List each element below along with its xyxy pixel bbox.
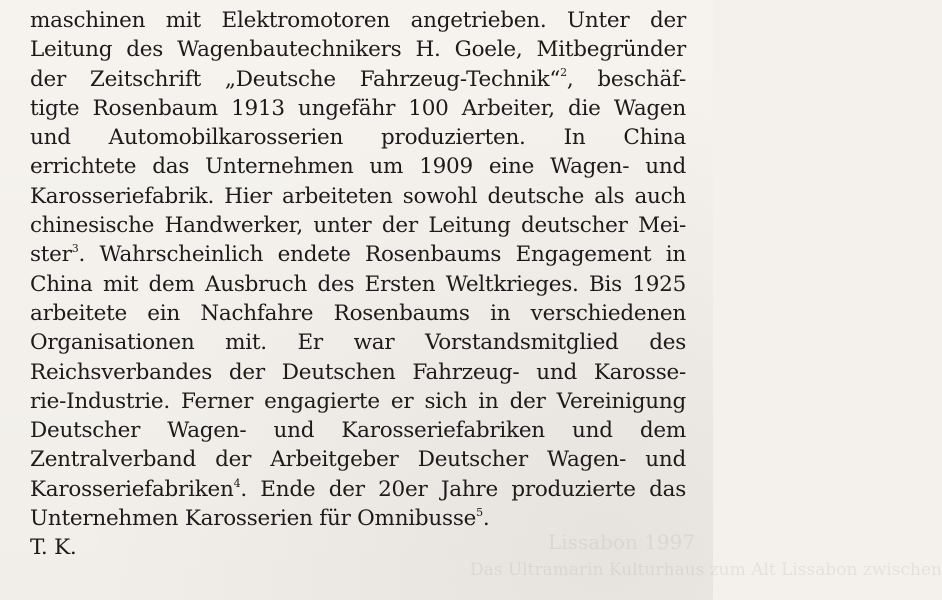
text-line bbox=[30, 211, 686, 240]
text-segment: Unternehmen Karosserien für Omnibusse bbox=[30, 506, 477, 532]
text-line bbox=[30, 504, 686, 533]
text-line bbox=[30, 270, 686, 299]
text-segment: . Wahrscheinlich endete Rosenbaums Engagement in bbox=[78, 242, 686, 268]
text-line bbox=[30, 533, 686, 562]
text-line bbox=[30, 416, 686, 445]
text-segment: errichtete das Unternehmen um 1909 eine Wagen- und bbox=[30, 154, 686, 180]
text-line bbox=[30, 475, 686, 504]
text-line bbox=[30, 240, 686, 269]
footnote-marker: 5 bbox=[476, 505, 483, 519]
text-line bbox=[30, 299, 686, 328]
text-segment: rie-Industrie. Ferner engagierte er sich in der Vereinigung bbox=[30, 388, 686, 414]
text-line bbox=[30, 445, 686, 474]
show-through-text: Lissabon 1997 bbox=[548, 530, 696, 554]
text-segment: ster bbox=[30, 242, 72, 268]
text-segment: und Automobilkarosserien produzierten. In China bbox=[30, 125, 686, 151]
text-segment: Zentralverband der Arbeitgeber Deutscher Wagen- und bbox=[30, 447, 686, 473]
text-segment: . bbox=[482, 506, 490, 532]
text-segment: . Ende der 20er Jahre produzierte das bbox=[240, 476, 686, 502]
text-line bbox=[30, 182, 686, 211]
text-segment: Karosseriefabrik. Hier arbeiteten sowohl deutsche als auch bbox=[30, 183, 686, 209]
text-line bbox=[30, 387, 686, 416]
footnote-marker: 4 bbox=[233, 476, 241, 490]
body-text bbox=[30, 6, 686, 563]
text-line bbox=[30, 358, 686, 387]
text-segment: maschinen mit Elektromotoren angetrieben. Unter der bbox=[30, 8, 686, 33]
text-line bbox=[30, 123, 686, 152]
text-segment: China mit dem Ausbruch des Ersten Weltkrieges. Bis 1925 bbox=[30, 271, 686, 297]
text-segment: T. K. bbox=[30, 535, 77, 561]
footnote-marker: 3 bbox=[71, 242, 79, 256]
footnote-marker: 2 bbox=[560, 66, 567, 80]
text-line bbox=[30, 35, 686, 64]
text-segment: Karosseriefabriken bbox=[30, 476, 234, 502]
text-segment: tigte Rosenbaum 1913 ungefähr 100 Arbeiter, die Wagen bbox=[30, 95, 686, 121]
text-line bbox=[30, 152, 686, 181]
text-segment: der Zeitschrift „Deutsche Fahrzeug-Technik“ bbox=[30, 66, 561, 92]
text-segment: arbeitete ein Nachfahre Rosenbaums in verschiedenen bbox=[30, 300, 686, 326]
text-line bbox=[30, 328, 686, 357]
text-line bbox=[30, 94, 686, 123]
text-segment: , beschäf- bbox=[566, 66, 686, 92]
text-line bbox=[30, 65, 686, 94]
text-segment: Organisationen mit. Er war Vorstandsmitglied des bbox=[30, 330, 686, 356]
text-segment: Deutscher Wagen- und Karosseriefabriken und dem bbox=[30, 418, 686, 444]
text-segment: Leitung des Wagenbautechnikers H. Goele, Mitbegründer bbox=[30, 37, 686, 63]
show-through-text: Das Ultramarin Kulturhaus zum Alt Lissabon zwischen bbox=[470, 560, 942, 580]
text-segment: Reichsverbandes der Deutschen Fahrzeug- und Karosse- bbox=[30, 359, 686, 385]
text-line bbox=[30, 6, 686, 35]
text-segment: chinesische Handwerker, unter der Leitung deutscher Mei- bbox=[30, 213, 686, 239]
